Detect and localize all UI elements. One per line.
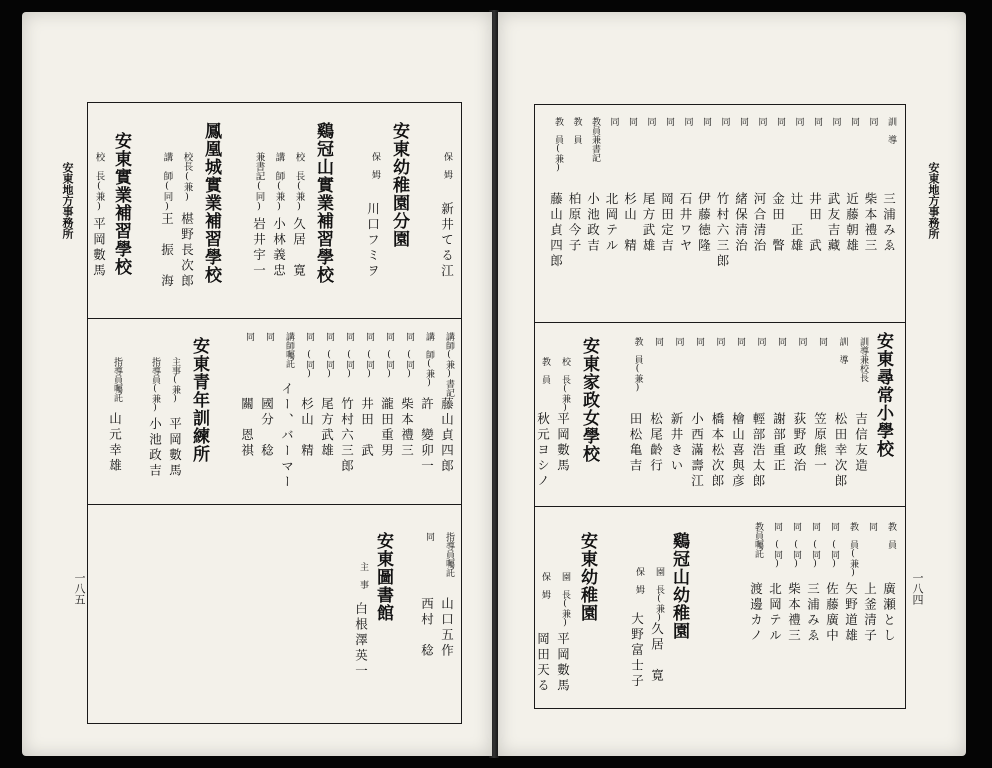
role-label: 同 <box>608 117 619 126</box>
staff-name: 田松亀吉 <box>628 412 643 474</box>
role-label: 同 <box>738 117 748 126</box>
staff-name: 三浦みゑ <box>805 582 821 644</box>
staff-name: 北岡テル <box>767 582 783 644</box>
staff-name: 謝部重正 <box>771 412 787 474</box>
staff-name: 笠原熊一 <box>812 412 828 474</box>
role-label: 主 事 <box>358 562 368 589</box>
role-label: 園 長(兼) <box>560 572 570 628</box>
role-label: 講 師(兼) <box>273 152 285 212</box>
left-page-header: 安東地方事務所 <box>61 162 74 239</box>
staff-name: 新井きい <box>669 412 684 474</box>
right-page <box>498 12 966 756</box>
staff-name: 井田 武 <box>807 192 823 254</box>
staff-name: 關 恩祺 <box>239 397 255 459</box>
role-label: 同 <box>867 117 878 126</box>
role-label: 教 員(兼) <box>848 522 858 578</box>
role-label: 指導員(兼) <box>150 357 160 413</box>
role-label: 同 (同) <box>364 332 374 379</box>
staff-name: 伊藤徳隆 <box>696 192 712 254</box>
role-label: 同 (同) <box>384 332 394 379</box>
staff-name: 荻野政治 <box>792 412 807 474</box>
staff-name: 岡田天る <box>535 632 551 694</box>
staff-name: 王 振 海 <box>159 212 175 290</box>
role-label: 園 長(兼) <box>654 567 664 623</box>
staff-name: 柏原今子 <box>567 192 582 254</box>
role-label: 同 <box>673 337 684 346</box>
role-label: 教 員 <box>886 522 896 549</box>
role-label: 同 <box>424 532 434 541</box>
staff-name: 竹村六三郎 <box>715 192 730 270</box>
staff-name: 藤山貞四郎 <box>548 192 564 270</box>
staff-name: 岩井宇一 <box>251 217 267 279</box>
staff-name: 緒保清治 <box>733 192 749 254</box>
section-title: 安東幼稚園 <box>577 532 597 622</box>
left-divider-1 <box>87 318 462 319</box>
role-label: 同 <box>812 117 822 126</box>
role-label: 同 <box>627 117 637 126</box>
role-label: 指導員囑託 <box>112 357 122 402</box>
role-label: 訓導兼校長 <box>858 337 868 382</box>
staff-name: 武友吉藏 <box>826 192 841 254</box>
staff-name: 小池政吉 <box>585 192 601 254</box>
section-title: 安東青年訓練所 <box>189 337 209 463</box>
section-title: 安東實業補習學校 <box>111 132 131 276</box>
section-title: 安東幼稚園分園 <box>389 122 409 248</box>
role-label: 教 員(兼) <box>632 337 643 393</box>
role-label: 同 <box>701 117 711 126</box>
staff-name: 矢野道雄 <box>843 582 859 644</box>
role-label: 同 <box>664 117 674 126</box>
role-label: 同 <box>756 117 767 126</box>
role-label: 同 <box>775 117 785 126</box>
staff-name: 小林義忠 <box>271 217 287 279</box>
staff-name: 西村 稔 <box>419 597 435 659</box>
section-title: 鷄冠山幼稚園 <box>669 532 689 640</box>
role-label: 同 (同) <box>791 522 801 569</box>
right-page-number: 一八四 <box>911 572 924 605</box>
role-label: 同 (同) <box>829 522 839 569</box>
staff-name: 杉山 精 <box>299 397 315 459</box>
staff-name: 柴本禮三 <box>863 192 878 254</box>
role-label: 同 <box>714 337 725 346</box>
staff-name: 國分 稔 <box>259 397 275 459</box>
staff-name: 渡邊カノ <box>748 582 764 644</box>
role-label: 校 長(兼) <box>560 357 570 413</box>
staff-name: 廣瀬とし <box>881 582 897 644</box>
staff-name: 新井てる江 <box>439 202 455 280</box>
role-label: 校 長(兼) <box>93 152 105 212</box>
staff-name: 岡田定吉 <box>659 192 675 254</box>
role-label: 同 (同) <box>810 522 820 569</box>
role-label: 講 師(同) <box>161 152 173 212</box>
staff-name: 大野富士子 <box>629 612 645 690</box>
staff-name: 上釜清子 <box>862 582 878 644</box>
role-label: 同 (同) <box>404 332 414 379</box>
role-label: 訓 導 <box>886 117 896 144</box>
section-title: 鳳凰城實業補習學校 <box>201 122 221 284</box>
role-label: 保 姆 <box>370 152 380 179</box>
role-label: 校 長(兼) <box>293 152 305 212</box>
role-label: 同 (同) <box>324 332 334 379</box>
role-label: 保 姆 <box>540 572 550 599</box>
staff-name: 平岡數馬 <box>167 417 183 479</box>
staff-name: 尾方武雄 <box>641 192 656 254</box>
left-page <box>22 12 492 756</box>
role-label: 同 (同) <box>304 332 314 379</box>
role-label: 校長(兼) <box>181 152 193 203</box>
staff-name: 平岡數馬 <box>555 412 571 474</box>
staff-name: 輕部浩太郎 <box>751 412 766 490</box>
section-title: 安東圖書館 <box>373 532 393 622</box>
role-label: 同 (同) <box>772 522 782 569</box>
staff-name: 松尾齡行 <box>648 412 664 474</box>
role-label: 保 姆 <box>442 152 452 179</box>
staff-name: 近藤朝雄 <box>844 192 860 254</box>
role-label: 同 (同) <box>344 332 354 379</box>
role-label: 同 <box>653 337 663 346</box>
staff-name: 竹村六三郎 <box>339 397 355 475</box>
role-label: 同 <box>755 337 766 346</box>
role-label: 講師囑託 <box>284 332 294 368</box>
role-label: 同 <box>793 117 804 126</box>
staff-name: 椹野長次郎 <box>179 212 195 290</box>
staff-name: 北岡テル <box>604 192 619 254</box>
role-label: 同 <box>264 332 274 341</box>
role-label: 同 <box>867 522 877 531</box>
staff-name: 藤山貞四郎 <box>439 397 455 475</box>
staff-name: 吉信友造 <box>853 412 869 474</box>
role-label: 兼書記(同) <box>253 152 265 212</box>
staff-name: 三浦みゑ <box>881 192 897 254</box>
role-label: 同 <box>694 337 704 346</box>
staff-name: 金田 瞥 <box>770 192 786 254</box>
section-title: 安東家政女學校 <box>579 337 599 463</box>
staff-name: 石井ワヤ <box>678 192 693 254</box>
role-label: 同 <box>719 117 730 126</box>
staff-name: 尾方武雄 <box>319 397 335 459</box>
staff-name: 川口フミヲ <box>365 202 381 280</box>
staff-name: 井田 武 <box>359 397 375 459</box>
staff-name: イー、バーマー <box>279 382 295 491</box>
role-label: 同 <box>849 117 859 126</box>
staff-name: 山口五作 <box>439 597 455 659</box>
staff-name: 久居 寛 <box>649 622 665 684</box>
staff-name: 檜山喜與彦 <box>730 412 746 490</box>
section-title: 安東尋常小學校 <box>873 332 893 458</box>
role-label: 保 姆 <box>634 567 644 594</box>
right-divider-1 <box>534 322 906 323</box>
staff-name: 久居 寛 <box>291 217 307 279</box>
staff-name: 平岡數馬 <box>555 632 571 694</box>
staff-name: 柴本禮三 <box>399 397 415 459</box>
left-page-number: 一八五 <box>73 572 86 605</box>
role-label: 同 <box>735 337 745 346</box>
left-divider-2 <box>87 504 462 505</box>
staff-name: 瀧田重男 <box>379 397 395 459</box>
right-divider-2 <box>534 506 906 507</box>
role-label: 講師(兼)書記 <box>444 332 454 397</box>
role-label: 教 員 <box>540 357 550 384</box>
staff-name: 杉山 精 <box>622 192 638 254</box>
staff-name: 松田幸次郎 <box>833 412 848 490</box>
role-label: 教 員(兼) <box>553 117 563 173</box>
staff-name: 橋本松次郎 <box>710 412 725 490</box>
role-label: 同 <box>645 117 656 126</box>
role-label: 講 師(兼) <box>424 332 434 388</box>
section-title: 鷄冠山實業補習學校 <box>313 122 333 284</box>
staff-name: 小池政吉 <box>147 417 163 479</box>
staff-name: 白根澤英一 <box>353 602 369 680</box>
role-label: 教 員 <box>571 117 582 144</box>
role-label: 同 <box>682 117 693 126</box>
role-label: 教員囑託 <box>753 522 763 558</box>
role-label: 同 <box>776 337 786 346</box>
staff-name: 佐藤廣中 <box>824 582 840 644</box>
role-label: 同 <box>817 337 827 346</box>
right-page-header: 安東地方事務所 <box>927 162 940 239</box>
role-label: 同 <box>830 117 841 126</box>
staff-name: 山元幸雄 <box>107 412 123 474</box>
staff-name: 辻 正雄 <box>789 192 804 254</box>
role-label: 同 <box>796 337 807 346</box>
staff-name: 平岡數馬 <box>91 217 107 279</box>
staff-name: 河合清治 <box>752 192 767 254</box>
role-label: 教員兼書記 <box>590 117 600 162</box>
staff-name: 許 變卯一 <box>419 397 435 475</box>
staff-name: 柴本禮三 <box>786 582 802 644</box>
role-label: 訓 導 <box>837 337 848 364</box>
role-label: 同 <box>244 332 254 341</box>
staff-name: 小西滿壽江 <box>689 412 705 490</box>
role-label: 主事(兼) <box>170 357 180 404</box>
role-label: 指導員囑託 <box>444 532 454 577</box>
staff-name: 秋元ヨシノ <box>535 412 551 490</box>
